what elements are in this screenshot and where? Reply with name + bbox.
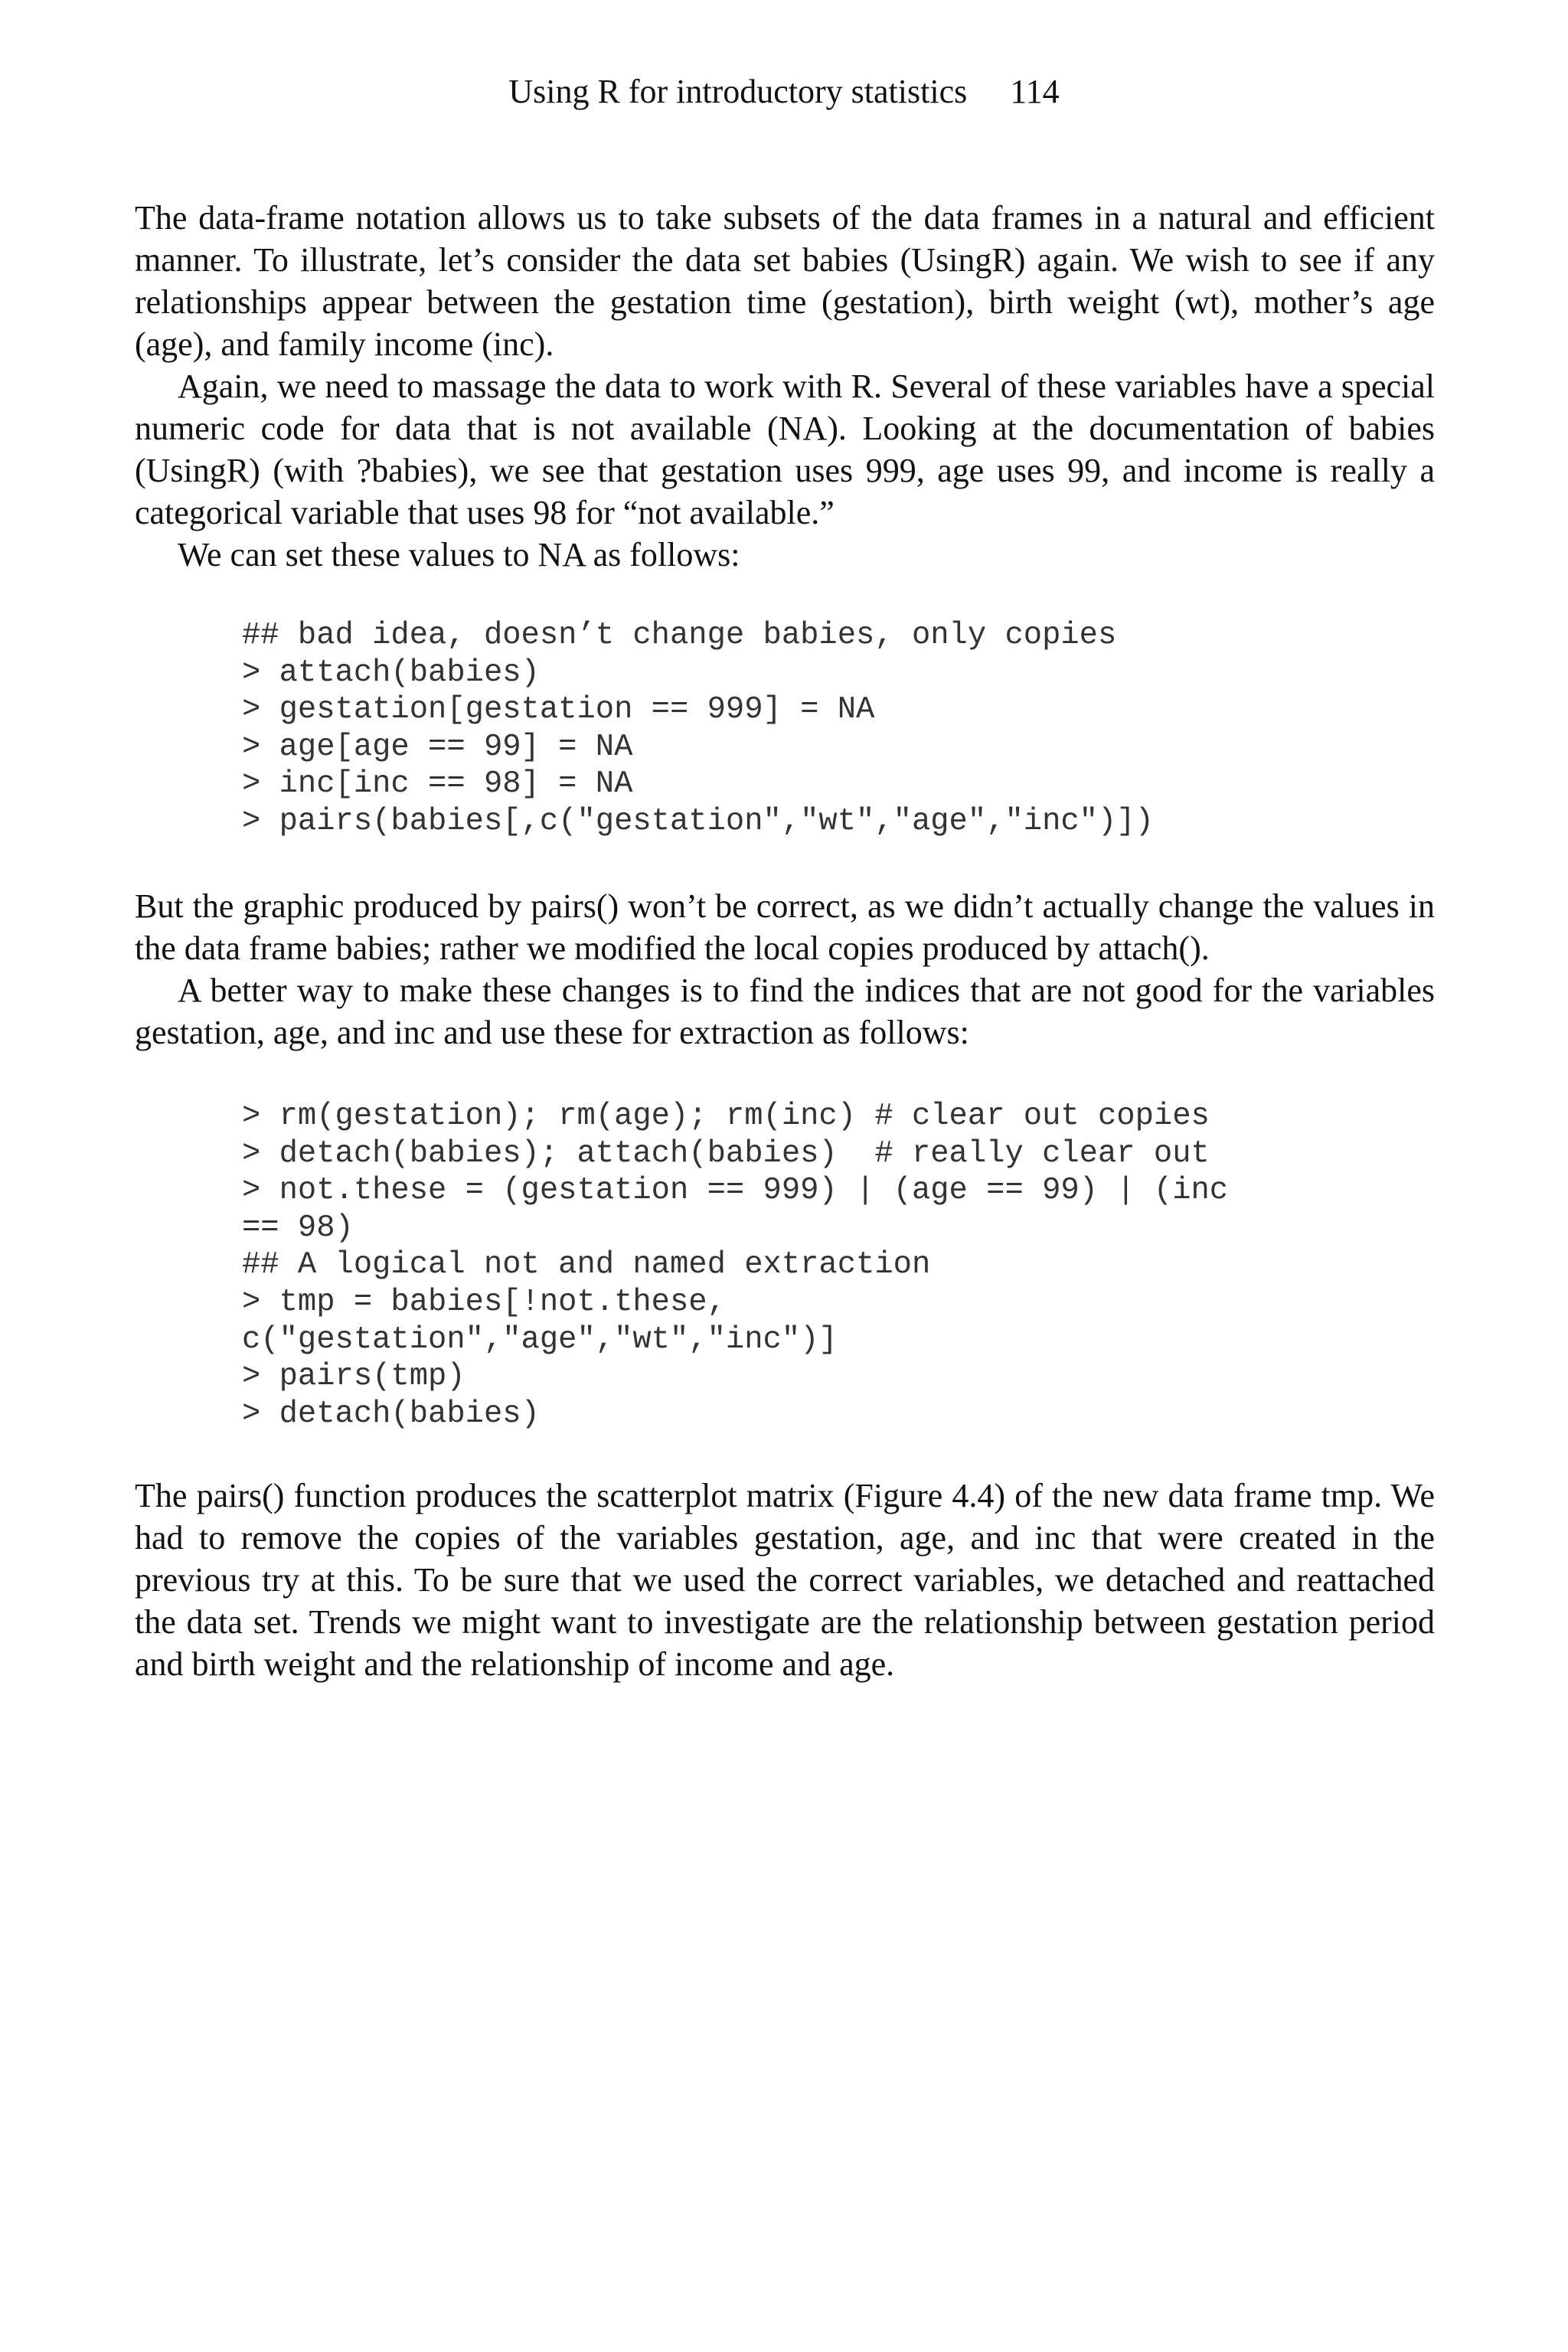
paragraph-na-codes: Again, we need to massage the data to work with R. Several of these variables have a special numeric code for data that is not available (NA). Looking at the documentation of babies (UsingR) (with ?babies), we see that gestation uses 999, age uses 99, and income is really a categorical variable that uses 98 for “not available.” [135,368,1435,531]
middle-text [135,885,1435,1054]
paragraph-scatterplot-matrix: The pairs() function produces the scatterplot matrix (Figure 4.4) of the new data frame tmp. We had to remove the copies of the variables gestation, age, and inc that were created in the previous try at this. To be sure that we used the correct variables, we detached and reattached the data set. Trends we might want to investigate are the relationship between gestation period and birth weight and the relationship of income and age. [135,1477,1435,1683]
page-number: 114 [1010,73,1060,110]
paragraph-pairs-incorrect: But the graphic produced by pairs() won’t be correct, as we didn’t actually change the values in the data frame babies; rather we modified the local copies produced by attach(). [135,887,1435,967]
closing-text [135,1475,1435,1685]
intro-text [135,197,1435,576]
running-header [0,70,1568,113]
code-block-extraction: > rm(gestation); rm(age); rm(inc) # clear out copies > detach(babies); attach(babies) # really clear out > not.these = (gestation == 999) | (age == 99) | (inc == 98) ## A logical not and named extraction > tmp = babies[!not.these, c("gestation","age","wt","inc")] > pairs(tmp) > detach(babies) [242,1099,1229,1432]
paragraph-intro: The data-frame notation allows us to take subsets of the data frames in a natural and efficient manner. To illustrate, let’s consider the data set babies (UsingR) again. We wish to see if any relationships appear between the gestation time (gestation), birth weight (wt), mother’s age (age), and family income (inc). [135,199,1435,363]
paragraph-set-na: We can set these values to NA as follows: [178,536,740,573]
code-block-attach: ## bad idea, doesn’t change babies, only copies > attach(babies) > gestation[gestation == 999] = NA > age[age == 99] = NA > inc[inc == 98] = NA > pairs(babies[,c("gestation","wt","age","inc")]) [242,618,1154,839]
header-title: Using R for introductory statistics [508,73,968,110]
paragraph-better-way: A better way to make these changes is to find the indices that are not good for the variables gestation, age, and inc and use these for extraction as follows: [135,972,1435,1051]
